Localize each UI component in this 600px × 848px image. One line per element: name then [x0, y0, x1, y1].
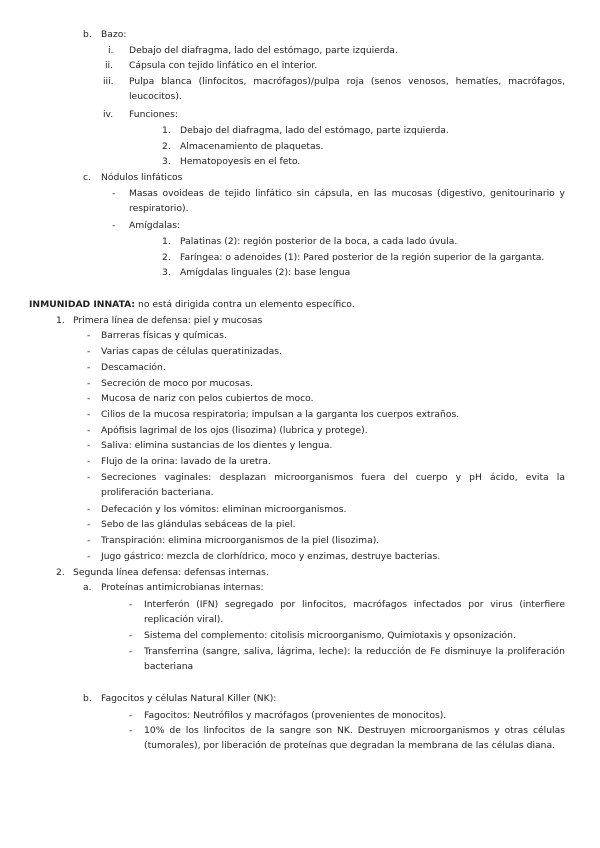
list-item: Secreciones vaginales: desplazan microorganismos fuera del cuerpo y pH ácido, evita la proliferación bacteriana.: [101, 472, 565, 499]
section-heading: Primera línea de defensa: piel y mucosas: [73, 315, 263, 326]
list-item: Masas ovoideas de tejido linfático sin cápsula, en las mucosas (digestivo, genitourinario y respiratorio).: [129, 188, 565, 215]
subsection-heading: Proteínas antimicrobianas internas:: [101, 582, 264, 593]
list-marker: ii.: [105, 60, 114, 71]
list-item: Defecación y los vómitos: eliminan microorganismos.: [101, 504, 347, 515]
list-item: Interferón (IFN) segregado por linfocitos, macrófagos infectados por virus (interfiere replicación viral).: [144, 599, 565, 626]
section-title: INMUNIDAD INNATA:: [29, 299, 136, 310]
list-item: Almacenamiento de plaquetas.: [180, 141, 324, 152]
list-marker: -: [87, 378, 91, 389]
list-item: Amígdalas linguales (2): base lengua: [180, 267, 351, 278]
list-marker: -: [87, 535, 91, 546]
list-item: Debajo del diafragma, lado del estómago, parte izquierda.: [180, 125, 449, 136]
list-item: 10% de los linfocitos de la sangre son NK. Destruyen microorganismos y otras células (tumorales), por liberación de proteínas que degradan la membrana de las células diana.: [144, 725, 565, 752]
list-marker: -: [129, 599, 133, 610]
list-marker: -: [87, 519, 91, 530]
section-heading: Bazo:: [101, 29, 127, 40]
list-marker: -: [87, 330, 91, 341]
section-description: no está dirigida contra un elemento específico.: [135, 299, 355, 310]
section-heading: Segunda línea defensa: defensas internas.: [73, 567, 269, 578]
list-marker: iii.: [103, 76, 114, 87]
list-marker: -: [112, 220, 116, 231]
list-item: Transferrina (sangre, saliva, lágrima, leche): la reducción de Fe disminuye la proliferación bacteriana: [144, 646, 565, 673]
list-marker: -: [87, 409, 91, 420]
list-item: Sebo de las glándulas sebáceas de la piel.: [101, 519, 296, 530]
list-marker: -: [87, 551, 91, 562]
list-marker: a.: [83, 582, 92, 593]
list-item: Mucosa de nariz con pelos cubiertos de moco.: [101, 393, 314, 404]
list-marker: b.: [83, 693, 92, 704]
list-marker: -: [129, 630, 133, 641]
list-item: Pulpa blanca (linfocitos, macrófagos)/pulpa roja (senos venosos, hematíes, macrófagos, leucocitos).: [129, 76, 565, 103]
list-marker: 2.: [162, 141, 171, 152]
list-item: Transpiración: elimina microorganismos de la piel (lisozima).: [101, 535, 380, 546]
list-marker: 1.: [56, 315, 65, 326]
list-marker: 2.: [162, 252, 171, 263]
list-item: Barreras físicas y químicas.: [101, 330, 227, 341]
inmunidad-heading: [29, 297, 355, 312]
list-item: Funciones:: [129, 109, 179, 120]
list-item: Flujo de la orina: lavado de la uretra.: [101, 456, 271, 467]
list-marker: -: [129, 710, 133, 721]
list-marker: -: [87, 346, 91, 357]
list-marker: -: [87, 504, 91, 515]
list-item: Palatinas (2): región posterior de la boca, a cada lado úvula.: [180, 236, 458, 247]
subsection-heading: Fagocitos y células Natural Killer (NK):: [101, 693, 277, 704]
list-item: Fagocitos: Neutrófilos y macrófagos (provenientes de monocitos).: [144, 710, 447, 721]
list-marker: c.: [83, 172, 91, 183]
list-marker: -: [87, 456, 91, 467]
list-item: Cilios de la mucosa respiratoria; impulsan a la garganta los cuerpos extraños.: [101, 409, 460, 420]
list-item: Debajo del diafragma, lado del estómago, parte izquierda.: [129, 45, 398, 56]
list-item: Varias capas de células queratinizadas.: [101, 346, 282, 357]
list-marker: 3.: [162, 156, 171, 167]
list-marker: -: [87, 362, 91, 373]
list-item: Amígdalas:: [129, 220, 181, 231]
list-marker: 1.: [162, 236, 171, 247]
list-marker: -: [87, 393, 91, 404]
section-heading: Nódulos linfáticos: [101, 172, 183, 183]
list-item: Apófisis lagrimal de los ojos (lisozima) (lubrica y protege).: [101, 425, 368, 436]
list-marker: -: [87, 472, 91, 483]
list-marker: -: [112, 188, 116, 199]
list-marker: -: [129, 725, 133, 736]
list-item: Jugo gástrico: mezcla de clorhídrico, moco y enzimas, destruye bacterias.: [101, 551, 441, 562]
list-item: Faríngea: o adenoides (1): Pared posterior de la región superior de la garganta.: [180, 252, 545, 263]
list-marker: 3.: [162, 267, 171, 278]
list-marker: 2.: [56, 567, 65, 578]
list-item: Sistema del complemento: citolisis microorganismo, Quimiotaxis y opsonización.: [144, 630, 516, 641]
list-item: Secreción de moco por mucosas.: [101, 378, 254, 389]
list-marker: 1.: [162, 125, 171, 136]
list-item: Hematopoyesis en el feto.: [180, 156, 301, 167]
list-marker: -: [129, 646, 133, 657]
list-marker: -: [87, 440, 91, 451]
list-item: Descamación.: [101, 362, 166, 373]
list-item: Saliva: elimina sustancias de los dientes y lengua.: [101, 440, 333, 451]
list-marker: i.: [108, 45, 114, 56]
list-marker: -: [87, 425, 91, 436]
list-marker: iv.: [103, 109, 114, 120]
list-marker: b.: [83, 29, 92, 40]
list-item: Cápsula con tejido linfático en el interior.: [129, 60, 318, 71]
